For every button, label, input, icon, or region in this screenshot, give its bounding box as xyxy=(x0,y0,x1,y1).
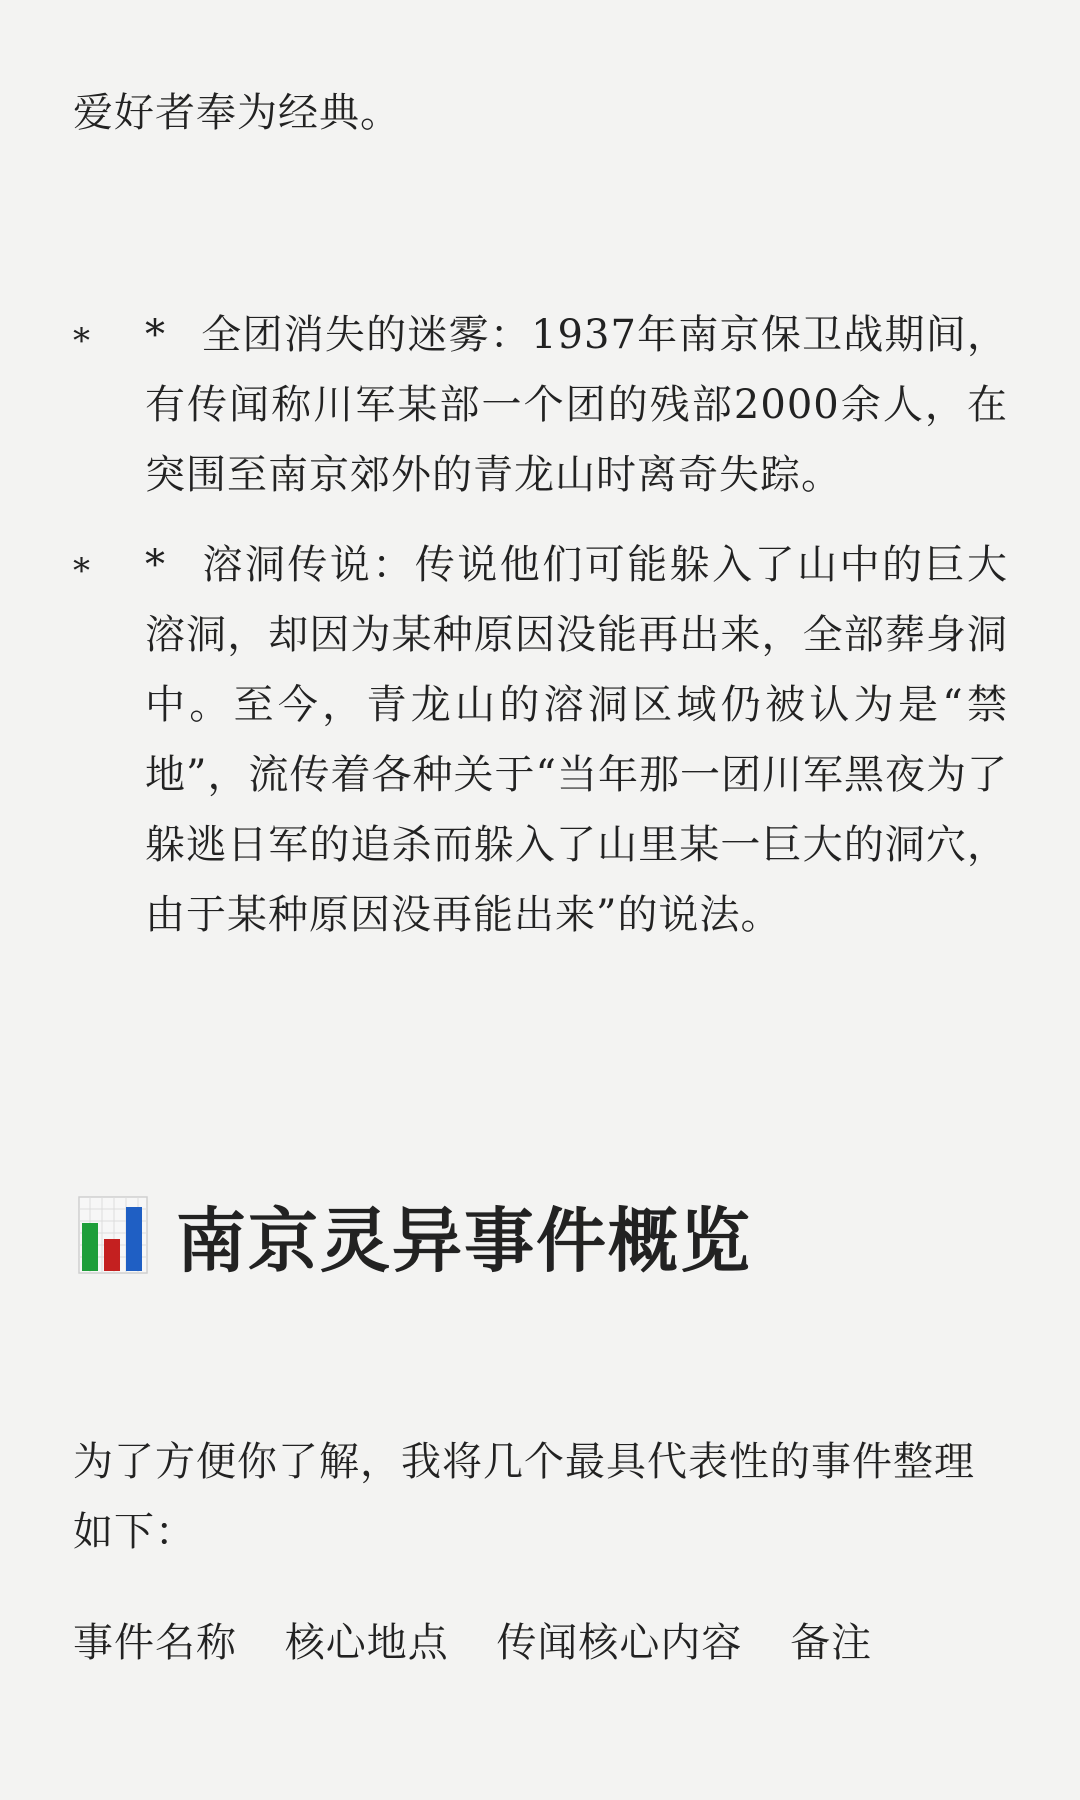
bullet-text: 溶洞传说：传说他们可能躲入了山中的巨大溶洞，却因为某种原因没能再出来，全部葬身洞中。至今，青龙山的溶洞区域仍被认为是“禁地”，流传着各种关于“当年那一团川军黑夜为了躲逃日军的追杀而躲入了山里某一巨大的洞穴，由于某种原因没再能出来”的说法。 xyxy=(145,542,1008,938)
table-header-core-location: 核心地点 xyxy=(284,1620,449,1666)
bullet-item-missing-regiment xyxy=(73,300,1008,510)
table-header-notes: 备注 xyxy=(790,1620,873,1666)
section-title: 南京灵异事件概览 xyxy=(176,1198,752,1282)
bullet-body xyxy=(145,300,1008,510)
inner-bullet-marker: * xyxy=(145,542,166,588)
bullet-body xyxy=(145,530,1008,950)
bullet-text: 全团消失的迷雾：1937年南京保卫战期间，有传闻称川军某部一个团的残部2000余人，在突围至南京郊外的青龙山时离奇失踪。 xyxy=(145,312,1008,498)
table-header-event-name: 事件名称 xyxy=(73,1620,237,1666)
bullet-marker: * xyxy=(73,321,90,361)
bar-chart-icon xyxy=(78,1195,148,1275)
table-header-rumor-content: 传闻核心内容 xyxy=(496,1620,743,1666)
top-paragraph: 爱好者奉为经典。 xyxy=(73,90,401,136)
table-header-row xyxy=(73,1608,906,1678)
bullet-marker: * xyxy=(73,551,90,591)
intro-paragraph: 为了方便你了解，我将几个最具代表性的事件整理如下： xyxy=(73,1439,975,1555)
inner-bullet-marker: * xyxy=(145,312,166,358)
bullet-item-cave-legend xyxy=(73,530,1008,950)
section-heading xyxy=(78,1180,752,1290)
